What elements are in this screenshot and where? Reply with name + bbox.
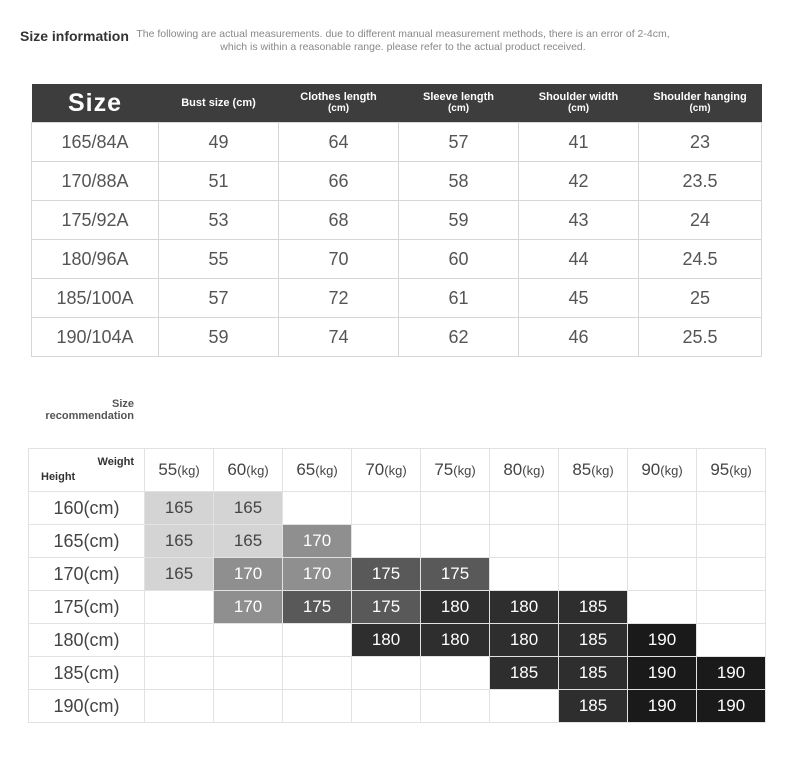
measurement-cell: 25.5 [639, 318, 762, 357]
weight-value: 90 [641, 460, 661, 479]
header-unit: (cm) [689, 103, 711, 114]
empty-cell [145, 690, 214, 723]
recommended-size-cell: 190 [697, 657, 766, 690]
recommended-size-cell: 165 [214, 492, 283, 525]
weight-column-header [490, 449, 559, 492]
empty-cell [697, 492, 766, 525]
weight-column-header [628, 449, 697, 492]
recommended-size-cell: 180 [352, 624, 421, 657]
height-axis-label: Height [41, 471, 76, 483]
recommended-size-cell: 180 [421, 624, 490, 657]
empty-cell [352, 657, 421, 690]
size-table-header-row [32, 84, 762, 123]
weight-unit: (kg) [729, 463, 752, 478]
empty-cell [490, 690, 559, 723]
size-label-cell: 190/104A [32, 318, 159, 357]
recommended-size-cell: 175 [283, 591, 352, 624]
header-unit: (cm) [447, 103, 470, 114]
measurement-cell: 46 [519, 318, 639, 357]
table-row [29, 624, 766, 657]
weight-unit: (kg) [246, 463, 269, 478]
weight-value: 75 [434, 460, 454, 479]
size-column-header [32, 84, 159, 123]
recommended-size-cell: 175 [421, 558, 490, 591]
empty-cell [559, 492, 628, 525]
measurement-cell: 68 [279, 201, 399, 240]
weight-axis-label: Weight [97, 456, 134, 468]
measurement-cell: 23.5 [639, 162, 762, 201]
size-info-title: Size information [20, 28, 129, 44]
measurement-cell: 23 [639, 123, 762, 162]
weight-column-header [145, 449, 214, 492]
empty-cell [697, 591, 766, 624]
weight-unit: (kg) [453, 463, 476, 478]
empty-cell [628, 558, 697, 591]
header-label: Shoulder hanging [653, 91, 747, 103]
recommendation-title-line: Size [111, 398, 134, 410]
table-row [29, 492, 766, 525]
measurement-cell: 41 [519, 123, 639, 162]
empty-cell [352, 525, 421, 558]
table-row [29, 690, 766, 723]
empty-cell [628, 525, 697, 558]
measurement-cell: 42 [519, 162, 639, 201]
table-row [32, 162, 762, 201]
weight-value: 95 [710, 460, 730, 479]
recommended-size-cell: 180 [490, 624, 559, 657]
measurement-cell: 59 [159, 318, 279, 357]
empty-cell [559, 558, 628, 591]
recommended-size-cell: 185 [559, 690, 628, 723]
measurement-cell: 55 [159, 240, 279, 279]
measurement-cell: 43 [519, 201, 639, 240]
recommended-size-cell: 190 [628, 624, 697, 657]
recommended-size-cell: 185 [559, 591, 628, 624]
size-label-cell: 185/100A [32, 279, 159, 318]
size-label-cell: 165/84A [32, 123, 159, 162]
weight-unit: (kg) [522, 463, 545, 478]
measurement-cell: 25 [639, 279, 762, 318]
empty-cell [214, 657, 283, 690]
weight-unit: (kg) [591, 463, 614, 478]
sleeve-column-header [399, 84, 519, 123]
table-row [32, 201, 762, 240]
measurement-cell: 57 [159, 279, 279, 318]
table-row [29, 558, 766, 591]
empty-cell [352, 492, 421, 525]
measurement-cell: 60 [399, 240, 519, 279]
measurement-cell: 24 [639, 201, 762, 240]
measurement-cell: 61 [399, 279, 519, 318]
empty-cell [145, 657, 214, 690]
recommended-size-cell: 165 [214, 525, 283, 558]
weight-value: 65 [296, 460, 316, 479]
weight-unit: (kg) [177, 463, 200, 478]
measurement-cell: 24.5 [639, 240, 762, 279]
recommended-size-cell: 185 [559, 657, 628, 690]
height-row-header: 160(cm) [29, 492, 145, 525]
recommended-size-cell: 190 [628, 657, 697, 690]
header-label: Clothes length [300, 91, 377, 103]
measurement-cell: 44 [519, 240, 639, 279]
recommended-size-cell: 170 [214, 558, 283, 591]
empty-cell [559, 525, 628, 558]
table-row [32, 318, 762, 357]
length-column-header [279, 84, 399, 123]
measurement-cell: 51 [159, 162, 279, 201]
measurement-cell: 70 [279, 240, 399, 279]
weight-column-header [559, 449, 628, 492]
table-row [29, 525, 766, 558]
recommended-size-cell: 185 [490, 657, 559, 690]
measurement-cell: 53 [159, 201, 279, 240]
header-unit: (cm) [327, 103, 350, 114]
table-row [32, 123, 762, 162]
height-row-header: 190(cm) [29, 690, 145, 723]
recommended-size-cell: 175 [352, 591, 421, 624]
height-row-header: 185(cm) [29, 657, 145, 690]
empty-cell [628, 492, 697, 525]
measurement-cell: 74 [279, 318, 399, 357]
height-row-header: 175(cm) [29, 591, 145, 624]
weight-value: 70 [365, 460, 385, 479]
empty-cell [283, 624, 352, 657]
weight-column-header [697, 449, 766, 492]
empty-cell [283, 657, 352, 690]
empty-cell [283, 690, 352, 723]
measurement-cell: 66 [279, 162, 399, 201]
size-chart-table [31, 84, 762, 357]
size-recommendation-table [28, 448, 766, 723]
header-label: Shoulder width [538, 91, 619, 103]
recommended-size-cell: 170 [283, 525, 352, 558]
recommended-size-cell: 165 [145, 492, 214, 525]
height-row-header: 170(cm) [29, 558, 145, 591]
recommended-size-cell: 165 [145, 525, 214, 558]
empty-cell [421, 657, 490, 690]
header-label: Bust size (cm) [181, 96, 256, 109]
table-row [29, 657, 766, 690]
table-corner [29, 449, 145, 492]
recommended-size-cell: 185 [559, 624, 628, 657]
size-label-cell: 170/88A [32, 162, 159, 201]
weight-value: 55 [158, 460, 178, 479]
measurement-cell: 45 [519, 279, 639, 318]
recommended-size-cell: 170 [283, 558, 352, 591]
recommended-size-cell: 170 [214, 591, 283, 624]
empty-cell [145, 624, 214, 657]
weight-unit: (kg) [315, 463, 338, 478]
empty-cell [145, 591, 214, 624]
recommended-size-cell: 175 [352, 558, 421, 591]
table-row [32, 240, 762, 279]
table-row [32, 279, 762, 318]
measurement-cell: 72 [279, 279, 399, 318]
empty-cell [421, 492, 490, 525]
weight-value: 80 [503, 460, 523, 479]
measurement-cell: 49 [159, 123, 279, 162]
empty-cell [628, 591, 697, 624]
measurement-cell: 57 [399, 123, 519, 162]
size-label-cell: 180/96A [32, 240, 159, 279]
empty-cell [214, 690, 283, 723]
weight-header-row [29, 449, 766, 492]
header-label: Sleeve length [423, 91, 494, 103]
empty-cell [490, 492, 559, 525]
measurement-cell: 62 [399, 318, 519, 357]
empty-cell [352, 690, 421, 723]
recommended-size-cell: 190 [697, 690, 766, 723]
shoulder-hanging-column-header [639, 84, 762, 123]
recommended-size-cell: 190 [628, 690, 697, 723]
weight-unit: (kg) [660, 463, 683, 478]
empty-cell [421, 690, 490, 723]
measurement-cell: 58 [399, 162, 519, 201]
empty-cell [490, 558, 559, 591]
weight-value: 85 [572, 460, 592, 479]
recommended-size-cell: 165 [145, 558, 214, 591]
empty-cell [490, 525, 559, 558]
recommendation-title-line: recommendation [45, 410, 134, 422]
recommended-size-cell: 180 [421, 591, 490, 624]
measurement-note: The following are actual measurements. due to different manual measurement methods, there is an error of 2-4cm, which is within a reasonable range. please refer to the actual product received. [136, 28, 670, 53]
empty-cell [283, 492, 352, 525]
header-unit: (cm) [567, 103, 590, 114]
bust-column-header [159, 84, 279, 123]
weight-unit: (kg) [384, 463, 407, 478]
empty-cell [697, 624, 766, 657]
size-label-cell: 175/92A [32, 201, 159, 240]
empty-cell [697, 558, 766, 591]
recommended-size-cell: 180 [490, 591, 559, 624]
weight-column-header [214, 449, 283, 492]
shoulder-width-column-header [519, 84, 639, 123]
height-row-header: 180(cm) [29, 624, 145, 657]
empty-cell [214, 624, 283, 657]
recommendation-title [30, 398, 134, 422]
empty-cell [697, 525, 766, 558]
weight-value: 60 [227, 460, 247, 479]
empty-cell [421, 525, 490, 558]
height-row-header: 165(cm) [29, 525, 145, 558]
header-label: Size [67, 88, 123, 117]
measurement-cell: 59 [399, 201, 519, 240]
measurement-cell: 64 [279, 123, 399, 162]
weight-column-header [283, 449, 352, 492]
weight-column-header [421, 449, 490, 492]
weight-column-header [352, 449, 421, 492]
table-row [29, 591, 766, 624]
